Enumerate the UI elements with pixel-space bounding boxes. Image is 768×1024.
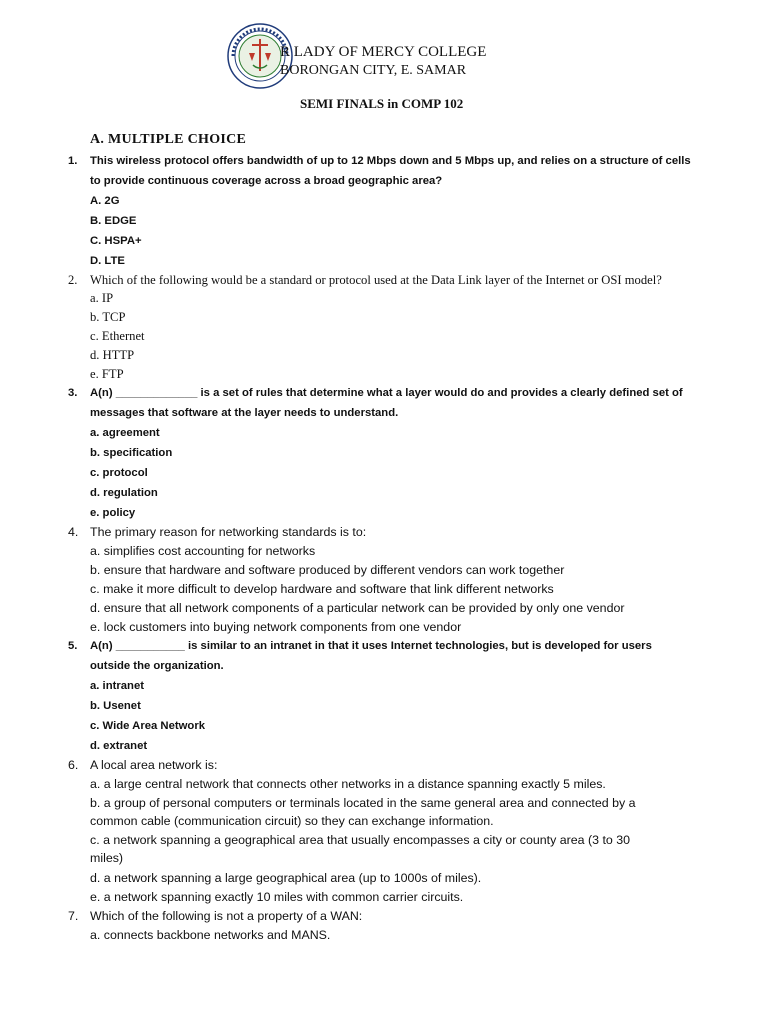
question-text: The primary reason for networking standards is to: — [90, 525, 367, 539]
question-number: 3. — [68, 387, 78, 399]
question-text: A(n) _____________ is a set of rules that determine what a layer would do and provides a clearly defined set of — [90, 387, 683, 399]
answer-option: common cable (communication circuit) so they can exchange information. — [90, 814, 494, 828]
answer-option: a. IP — [90, 291, 114, 305]
answer-option: d. regulation — [90, 487, 158, 499]
question-text: messages that software at the layer needs to understand. — [90, 407, 399, 419]
question-text: A local area network is: — [90, 758, 218, 772]
answer-option: e. policy — [90, 507, 136, 519]
exam-title: SEMI FINALS in COMP 102 — [300, 96, 464, 111]
question-text: Which of the following would be a standard or protocol used at the Data Link layer of the Internet or OSI model? — [90, 273, 662, 287]
question-text: A(n) ___________ is similar to an intranet in that it uses Internet technologies, but is developed for users — [90, 640, 652, 652]
answer-option: e. a network spanning exactly 10 miles with common carrier circuits. — [90, 890, 464, 904]
college-city: BORONGAN CITY, E. SAMAR — [280, 63, 467, 78]
answer-option: d. ensure that all network components of a particular network can be provided by only one vendor — [90, 601, 625, 615]
answer-option: d. extranet — [90, 740, 148, 752]
question-text: Which of the following is not a property of a WAN: — [90, 909, 363, 923]
question-number: 7. — [68, 909, 79, 923]
answer-option: d. HTTP — [90, 348, 135, 362]
answer-option: miles) — [90, 851, 124, 865]
question-number: 5. — [68, 640, 78, 652]
answer-option: b. specification — [90, 447, 173, 459]
answer-option: B. EDGE — [90, 215, 137, 227]
question-text: This wireless protocol offers bandwidth of up to 12 Mbps down and 5 Mbps up, and relies on a structure of cells — [90, 155, 691, 167]
answer-option: e. lock customers into buying network components from one vendor — [90, 620, 462, 634]
answer-option: b. ensure that hardware and software produced by different vendors can work together — [90, 563, 565, 577]
answer-option: C. HSPA+ — [90, 235, 142, 247]
answer-option: a. intranet — [90, 680, 144, 692]
question-text: to provide continuous coverage across a broad geographic area? — [90, 175, 443, 187]
college-name: R LADY OF MERCY COLLEGE — [280, 44, 487, 60]
question-text: outside the organization. — [90, 660, 224, 672]
answer-option: c. protocol — [90, 467, 148, 479]
answer-option: A. 2G — [90, 195, 120, 207]
question-number: 4. — [68, 525, 79, 539]
answer-option: e. FTP — [90, 367, 124, 381]
answer-option: b. Usenet — [90, 700, 141, 712]
answer-option: b. TCP — [90, 310, 126, 324]
answer-option: c. make it more difficult to develop hardware and software that link different networks — [90, 582, 554, 596]
answer-option: d. a network spanning a large geographical area (up to 1000s of miles). — [90, 871, 482, 885]
answer-option: D. LTE — [90, 255, 125, 267]
answer-option: c. Ethernet — [90, 329, 145, 343]
answer-option: a. a large central network that connects other networks in a distance spanning exactly 5 miles. — [90, 777, 606, 791]
answer-option: c. a network spanning a geographical area that usually encompasses a city or county area (3 to 30 — [90, 833, 630, 847]
question-number: 2. — [68, 273, 78, 287]
section-title: A. MULTIPLE CHOICE — [90, 132, 247, 147]
answer-option: a. agreement — [90, 427, 160, 439]
answer-option: a. connects backbone networks and MANS. — [90, 928, 331, 942]
question-number: 6. — [68, 758, 79, 772]
answer-option: a. simplifies cost accounting for networks — [90, 544, 316, 558]
question-number: 1. — [68, 155, 78, 167]
answer-option: c. Wide Area Network — [90, 720, 205, 732]
answer-option: b. a group of personal computers or terminals located in the same general area and connected by a — [90, 796, 636, 810]
